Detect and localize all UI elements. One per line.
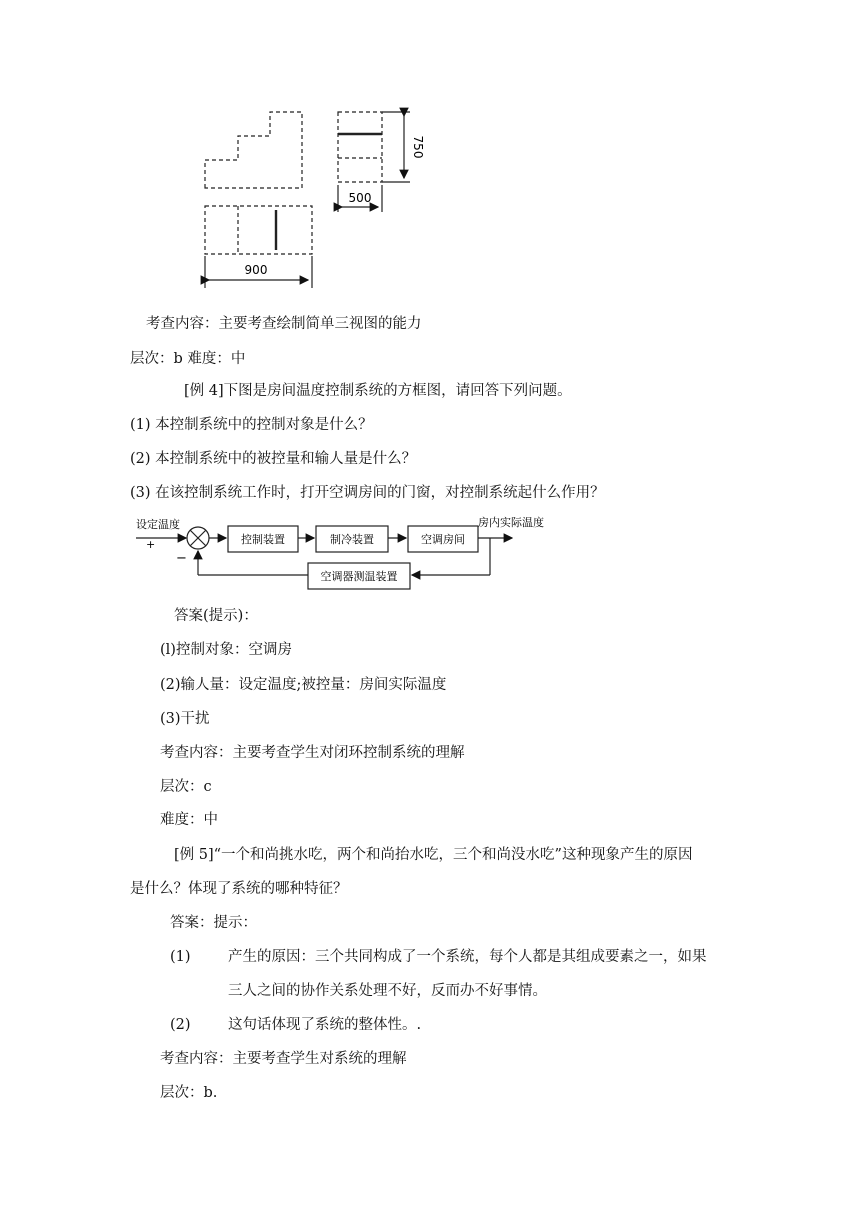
ex4-difficulty: 难度：中: [160, 812, 218, 828]
dim-width-label: 900: [244, 263, 268, 277]
minus-sign: −: [176, 551, 187, 566]
ex4-content: 考查内容：主要考查学生对闭环控制系统的理解: [160, 745, 465, 761]
controller-label: 控制装置: [241, 533, 285, 546]
ex5-level: 层次：b.: [160, 1085, 218, 1101]
ex4-intro: [例 4]下图是房间温度控制系统的方框图，请回答下列问题。: [184, 383, 572, 399]
ex5-answer-1-line1: 产生的原因：三个共同构成了一个系统，每个人都是其组成要素之一，如果: [228, 949, 707, 965]
ex5-answer-title: 答案：提示：: [170, 915, 257, 931]
ex4-q1: (1) 本控制系统中的控制对象是什么？: [130, 417, 373, 433]
ex4-answer-1: (l)控制对象：空调房: [160, 642, 292, 658]
ex4-answer-2: (2)输人量：设定温度;被控量：房间实际温度: [160, 677, 447, 693]
sensor-label: 空调器测温装置: [320, 570, 398, 583]
cooler-label: 制冷装置: [330, 533, 374, 546]
three-view-drawing: [0, 0, 860, 300]
room-label: 空调房间: [421, 533, 465, 546]
ex4-q2: (2) 本控制系统中的被控量和输人量是什么？: [130, 451, 417, 467]
ex5-content: 考查内容：主要考查学生对系统的理解: [160, 1051, 407, 1067]
ex4-q3: (3) 在该控制系统工作时，打开空调房间的门窗，对控制系统起什么作用？: [130, 485, 605, 501]
plus-sign: +: [146, 538, 156, 551]
control-block-diagram: [0, 512, 860, 592]
dim-depth-label: 500: [348, 191, 372, 205]
input-label: 设定温度: [136, 518, 180, 531]
ex5-answer-1-number: (1): [170, 949, 191, 965]
ex5-question-line2: 是什么？体现了系统的哪种特征？: [130, 881, 348, 897]
ex4-answer-3: (3)干扰: [160, 711, 210, 727]
q3-level-difficulty: 层次：b 难度：中: [130, 351, 246, 367]
output-label: 房内实际温度: [478, 516, 544, 529]
ex5-answer-1-line2: 三人之间的协作关系处理不好，反而办不好事情。: [228, 983, 547, 999]
q3-content: 考查内容：主要考查绘制简单三视图的能力: [146, 316, 422, 332]
stepped-view: [205, 112, 302, 188]
dim-height-label: 750: [411, 135, 425, 159]
ex4-level: 层次：c: [160, 779, 212, 795]
ex4-answer-title: 答案(提示)：: [174, 608, 258, 624]
ex5-answer-2-number: (2): [170, 1017, 191, 1033]
ex5-question-line1: [例 5]“一个和尚挑水吃，两个和尚抬水吃，三个和尚没水吃”这种现象产生的原因: [174, 847, 693, 863]
ex5-answer-2-text: 这句话体现了系统的整体性。.: [228, 1017, 422, 1033]
